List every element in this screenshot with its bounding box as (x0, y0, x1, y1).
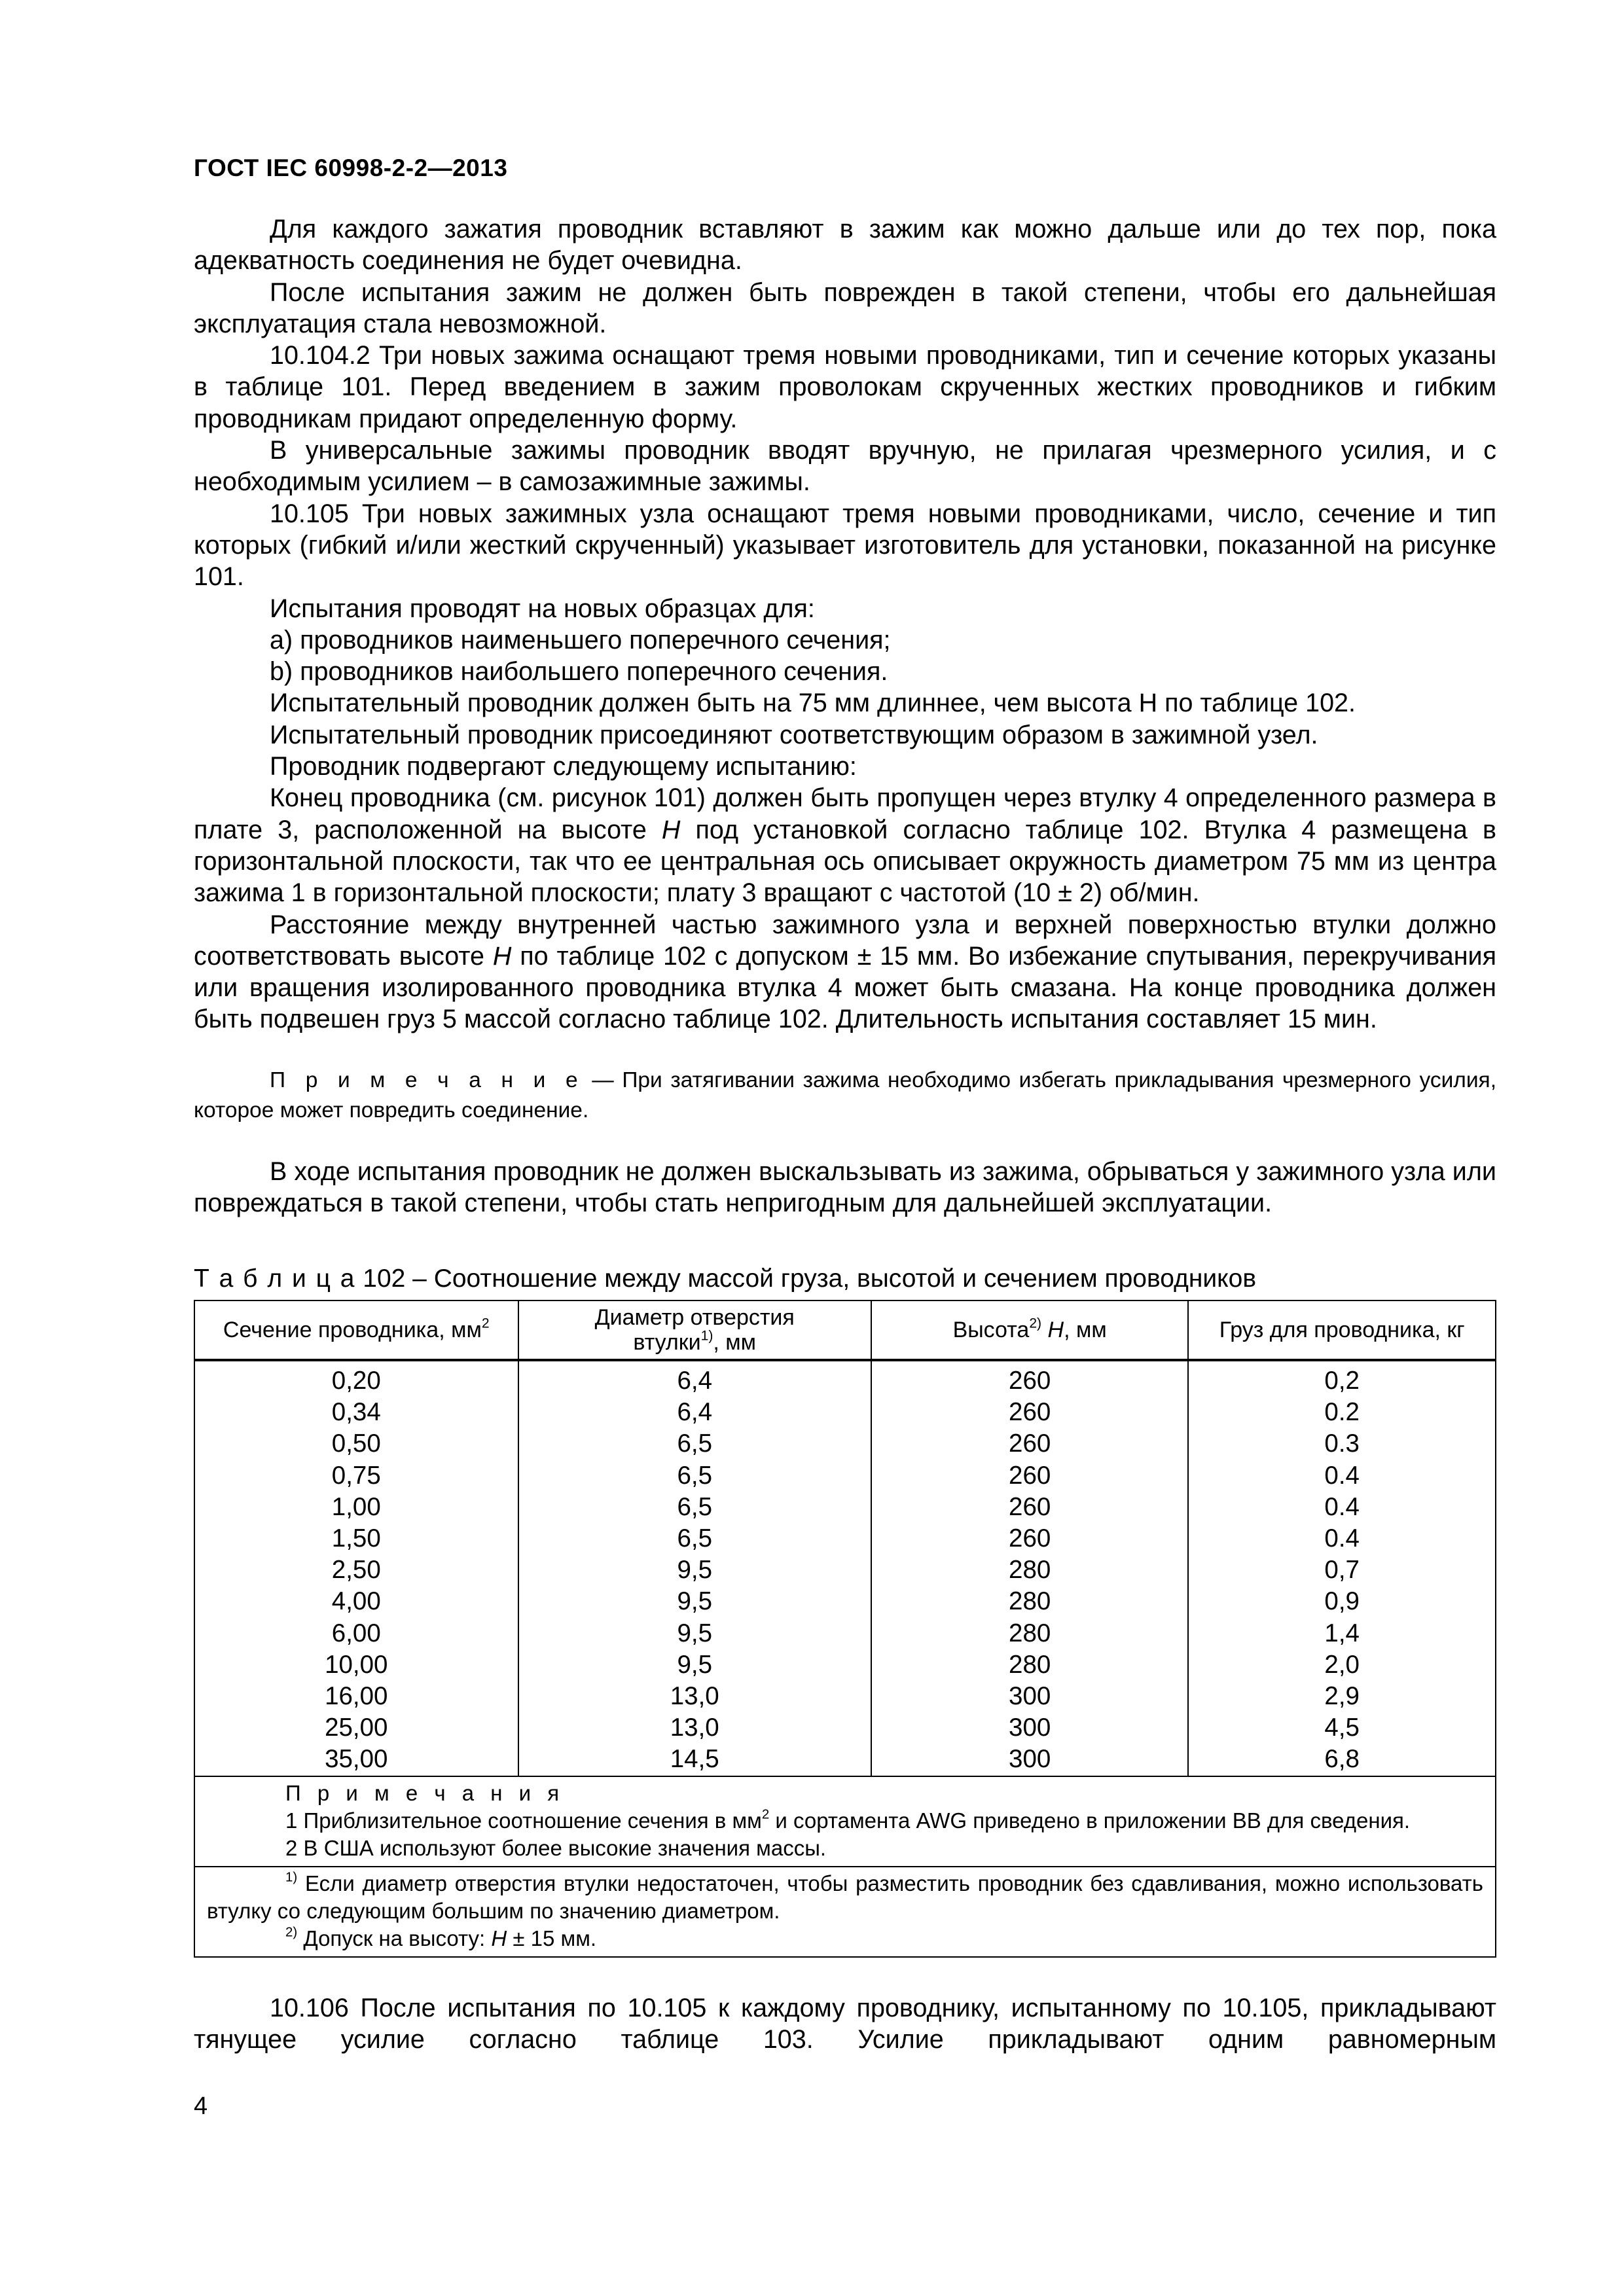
paragraph: Проводник подвергают следующему испытанию: (270, 752, 857, 781)
footnote-2: $^{2)}$ Допуск на высоту: H ± 15 мм. (285, 1924, 597, 1950)
table-footnotes (194, 1867, 1496, 1957)
table-cell: 6,8 (1324, 1745, 1360, 1774)
table-caption-label: Т а б л и ц а (194, 1265, 356, 1293)
list-item: a) проводников наименьшего поперечного сечения; (270, 625, 891, 655)
table-cell: 6,4 (677, 1398, 712, 1427)
symbol-h: H (492, 941, 512, 971)
table-cell: 0,9 (1324, 1587, 1360, 1616)
paragraph: Испытания проводят на новых образцах для: (270, 594, 815, 623)
bottom-text (194, 1992, 1496, 2056)
table-cell: 0,7 (1324, 1556, 1360, 1585)
table-cell: 0,2 (1324, 1367, 1360, 1395)
table-cell: 25,00 (325, 1713, 388, 1742)
table-cell: 280 (1009, 1619, 1051, 1647)
table-cell: 16,00 (325, 1682, 388, 1711)
table-cell: 4,00 (331, 1587, 381, 1616)
table-caption (194, 1263, 1256, 1295)
table-caption-text: 102 – Соотношение между массой груза, высотой и сечением проводников (355, 1265, 1257, 1293)
symbol-h: H (661, 815, 681, 844)
table-cell: 300 (1009, 1745, 1051, 1774)
table-cell: 0,50 (331, 1429, 381, 1458)
table-cell: 9,5 (677, 1587, 712, 1616)
table-cell: 9,5 (677, 1619, 712, 1647)
table-cell: 260 (1009, 1367, 1051, 1395)
table-cell: 280 (1009, 1556, 1051, 1585)
table-cell: 13,0 (670, 1713, 719, 1742)
table-cell: 9,5 (677, 1556, 712, 1585)
table-cell: 0,20 (331, 1367, 381, 1395)
table-note-1: 1 Приблизительное соотношение сечения в $мм^2$ и сортамента AWG приведено в приложении ВВ для сведения. (285, 1806, 1411, 1833)
table-cell: 10,00 (325, 1650, 388, 1679)
table-notes-label: П р и м е ч а н и я (285, 1780, 565, 1805)
header-bushing-diameter: Диаметр отверстия втулки$^{1)}$, мм (518, 1300, 871, 1360)
paragraph: 10.106 После испытания по 10.105 к каждому проводнику, испытанному по 10.105, прикладывают тянущее усилие согласно таблице 103. Усилие прикладывают одним равномерным (194, 1994, 1496, 2054)
table-cell: 300 (1009, 1682, 1051, 1711)
document-header: ГОСТ IEC 60998-2-2—2013 (194, 154, 508, 181)
table-cell: 6,5 (677, 1429, 712, 1458)
table-cell: 260 (1009, 1429, 1051, 1458)
table-cell: 2,0 (1324, 1650, 1360, 1679)
table-cell: 1,4 (1324, 1619, 1360, 1647)
table-cell: 6,5 (677, 1524, 712, 1553)
table-cell: 260 (1009, 1524, 1051, 1553)
table-cell: 0.2 (1324, 1398, 1360, 1427)
table-cell: 280 (1009, 1587, 1051, 1616)
table-note-2: 2 В США используют более высокие значения массы. (285, 1835, 827, 1860)
table-cell: 6,00 (331, 1619, 381, 1647)
table-cell: 6,5 (677, 1492, 712, 1521)
table-cell: 0.4 (1324, 1461, 1360, 1490)
paragraph: 10.104.2 Три новых зажима оснащают тремя новыми проводниками, тип и сечение которых указаны в таблице 101. Перед введением в зажим проволокам скрученных жестких проводников и гибким проводникам придают определенную форму. (194, 341, 1496, 433)
paragraph-rotation: Конец проводника (см. рисунок 101) должен быть пропущен через втулку 4 определенного размера в плате 3, расположенной на высоте H под установкой согласно таблице 102. Втулка 4 размещена в горизонтальной плоскости, так что ее центральная ось описывает окружность диаметром 75 мм из центра зажима 1 в горизонтальной плоскости; плату 3 вращают с частотой (10 ± 2) об/мин. (194, 783, 1496, 908)
header-height: Высота$^{2)}$ H, мм (871, 1300, 1188, 1360)
main-text (194, 213, 1496, 1219)
table-cell: 0.4 (1324, 1492, 1360, 1521)
footnote-1: $^{1)}$ Если диаметр отверстия втулки недостаточен, чтобы разместить проводник без сдавливания, можно использовать втулку со следующим большим по значению диаметром. (207, 1869, 1483, 1923)
table-cell: 6,5 (677, 1461, 712, 1490)
table-cell: 260 (1009, 1492, 1051, 1521)
note (194, 1066, 1496, 1126)
note-label: П р и м е ч а н и е (270, 1067, 584, 1092)
table-cell: 13,0 (670, 1682, 719, 1711)
column-bushing-diameter (518, 1360, 871, 1776)
table-cell: 2,9 (1324, 1682, 1360, 1711)
table-header-row (194, 1300, 1496, 1360)
table-notes-row (194, 1776, 1496, 1867)
table-cell: 9,5 (677, 1650, 712, 1679)
note-text: — При затягивании зажима необходимо избегать прикладывания чрезмерного усилия, которое может повредить соединение. (194, 1067, 1496, 1122)
table-cell: 280 (1009, 1650, 1051, 1679)
list-item: b) проводников наибольшего поперечного сечения. (270, 657, 888, 687)
table-cell: 0,34 (331, 1398, 381, 1427)
column-load (1188, 1360, 1496, 1776)
paragraph: В ходе испытания проводник не должен выскальзывать из зажима, обрываться у зажимного узла или повреждаться в такой степени, чтобы стать непригодным для дальнейшей эксплуатации. (194, 1157, 1496, 1218)
table-notes (194, 1776, 1496, 1867)
table-cell: 0,75 (331, 1461, 381, 1490)
table-data-block (194, 1360, 1496, 1776)
paragraph: Испытательный проводник присоединяют соответствующим образом в зажимной узел. (270, 720, 1318, 749)
page-number: 4 (194, 2092, 208, 2120)
paragraph: 10.105 Три новых зажимных узла оснащают тремя новыми проводниками, число, сечение и тип которых (гибкий и/или жесткий скрученный) указывает изготовитель для установки, показанной на рисунке 101. (194, 499, 1496, 592)
header-cross-section: Сечение проводника, $мм^2$ (194, 1300, 518, 1360)
table-cell: 6,4 (677, 1367, 712, 1395)
paragraph: После испытания зажим не должен быть поврежден в такой степени, чтобы его дальнейшая эксплуатация стала невозможной. (194, 278, 1496, 338)
table-cell: 1,00 (331, 1492, 381, 1521)
table-cell: 14,5 (670, 1745, 719, 1774)
paragraph: Испытательный проводник должен быть на 75 мм длиннее, чем высота H по таблице 102. (270, 689, 1356, 718)
table-cell: 260 (1009, 1398, 1051, 1427)
table-cell: 2,50 (331, 1556, 381, 1585)
table-cell: 260 (1009, 1461, 1051, 1490)
paragraph: Для каждого зажатия проводник вставляют в зажим как можно дальше или до тех пор, пока адекватность соединения не будет очевидна. (194, 215, 1496, 276)
column-cross-section (194, 1360, 518, 1776)
table-102 (194, 1300, 1496, 1958)
table-cell: 300 (1009, 1713, 1051, 1742)
paragraph-distance: Расстояние между внутренней частью зажимного узла и верхней поверхностью втулки должно соответствовать высоте H по таблице 102 с допуском ± 15 мм. Во избежание спутывания, перекручивания или вращения изолированного проводника втулка 4 может быть смазана. На конце проводника должен быть подвешен груз 5 массой согласно таблице 102. Длительность испытания составляет 15 мин. (194, 910, 1496, 1034)
paragraph: В универсальные зажимы проводник вводят вручную, не прилагая чрезмерного усилия, и с необходимым усилием – в самозажимные зажимы. (194, 436, 1496, 497)
table-cell: 4,5 (1324, 1713, 1360, 1742)
table-cell: 1,50 (331, 1524, 381, 1553)
table-cell: 0.4 (1324, 1524, 1360, 1553)
table-cell: 35,00 (325, 1745, 388, 1774)
table-footnotes-row (194, 1867, 1496, 1957)
table-cell: 0.3 (1324, 1429, 1360, 1458)
header-load: Груз для проводника, кг (1188, 1300, 1496, 1360)
column-height (871, 1360, 1188, 1776)
